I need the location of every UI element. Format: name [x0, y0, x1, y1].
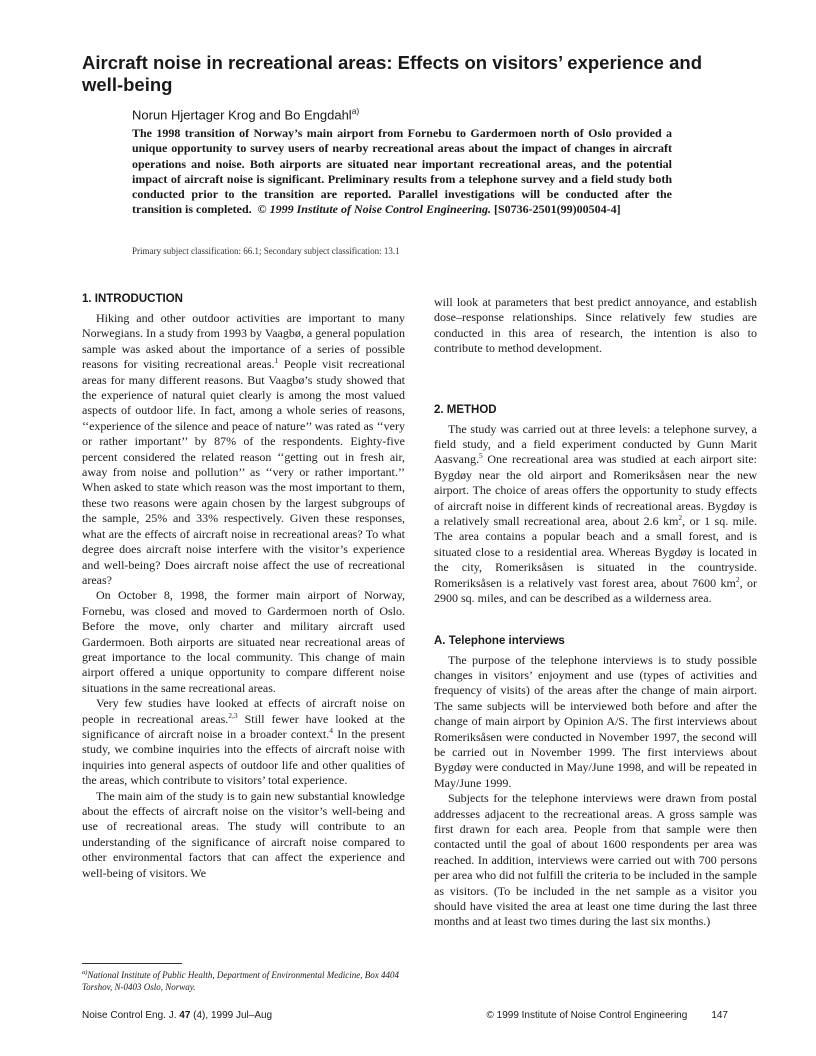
- page-footer: [82, 1010, 728, 1022]
- intro-paragraph-2: On October 8, 1998, the former main airport of Norway, Fornebu, was closed and moved to Gardermoen north of Oslo. Before the move, only charter and military aircraft used Gardermoen. Both airports are situated near recreational areas of great importance to the local community. This change of main airport offered a unique opportunity to compare different noise situations in the same recreational areas.: [82, 588, 405, 695]
- journal-volume: 47: [179, 1010, 191, 1021]
- footnote-mark: a): [82, 969, 88, 976]
- subject-classification: Primary subject classification: 66.1; Secondary subject classification: 13.1: [132, 246, 400, 256]
- intro-paragraph-1: [82, 311, 405, 588]
- journal-issue: (4), 1999 Jul–Aug: [190, 1010, 273, 1021]
- footnote-text: National Institute of Public Health, Department of Environmental Medicine, Box 4404 Torshov, N-0403 Oslo, Norway.: [82, 970, 400, 992]
- reference-mark[interactable]: 5: [479, 451, 483, 461]
- reference-mark[interactable]: 4: [329, 725, 333, 735]
- reference-mark[interactable]: 2,3: [228, 710, 238, 720]
- intro-paragraph-3: [82, 696, 405, 788]
- intro-paragraph-4: The main aim of the study is to gain new substantial knowledge about the effects of aircraft noise on the visitor’s well-being and use of recreational areas. The study will contribute to an understanding of the significance of aircraft noise compared to other environmental factors that can affect the experience and well-being of visitors. We: [82, 788, 405, 880]
- method-p1-text-b: One recreational area was studied at each airport site: Bygdøy near the old airport and Romeriksåsen near the new airport. The choice of areas offers the opportunity to study effects of aircraft noise in different kinds of recreational areas. Bygdøy is a relatively small recreational area, about 2.6 km: [434, 452, 757, 529]
- journal-citation: [82, 1010, 272, 1022]
- method-p1-text-c: , or 1 sq. mile. The area contains a popular beach and a small forest, and is situated close to a residential area. Whereas Bygdøy is located in the city, Romeriksåsen is situated in the countryside. Romeriksåsen is a relatively vast forest area, about 7600 km: [434, 514, 757, 590]
- footnote-divider: [82, 963, 182, 964]
- superscript: 2: [735, 574, 740, 584]
- abstract-copyright: © 1999 Institute of Noise Control Engineering.: [257, 202, 492, 217]
- method-paragraph-1: [434, 422, 757, 607]
- footer-right: [486, 1010, 728, 1022]
- intro-p3-text-c: In the present study, we combine inquiries into the effects of aircraft noise with inquiries into general aspects of outdoor life and other qualities of the areas, which contribute to visitors’ total experience.: [82, 726, 406, 788]
- telephone-paragraph-1: The purpose of the telephone interviews is to study possible changes in visitors’ enjoyment and use (types of activities and frequency of visits) of the areas after the change of main airport. The same subjects will be interviewed both before and after the change of main airport by Opinion A/S. The first interviews about Romeriksåsen were conducted in November 1997, the second will be carried out in November 1999. The first interviews about Bygdøy were conducted in May/June 1998, and will be repeated in May/June 1999.: [434, 652, 757, 790]
- footer-copyright: © 1999 Institute of Noise Control Engineering: [486, 1010, 688, 1021]
- reference-mark[interactable]: 1: [274, 356, 279, 366]
- authors: Norun Hjertager Krog and Bo Engdahl: [132, 107, 352, 123]
- author-line: [132, 104, 359, 122]
- intro-p3-text-a: Very few studies have looked at effects of aircraft noise on people in recreational areas.: [82, 696, 405, 726]
- subsection-heading-telephone-interviews: A. Telephone interviews: [434, 634, 565, 647]
- author-affiliation-mark: a): [351, 106, 360, 116]
- page-number: 147: [711, 1010, 728, 1021]
- intro-continuation: will look at parameters that best predict annoyance, and establish dose–response relationships. Since relatively few studies are conducted in this area of research, the intention is also to contribute to method development.: [434, 295, 757, 356]
- affiliation-footnote: [82, 967, 405, 993]
- journal-name: Noise Control Eng. J.: [82, 1010, 180, 1021]
- method-p1-text-d: , or 2900 sq. miles, and can be described as a wilderness area.: [434, 575, 758, 606]
- left-column: [82, 292, 405, 881]
- intro-p1-text-b: People visit recreational areas for many different reasons. But Vaagbø’s study showed that the experience of natural quiet clearly is among the most valued aspects of outdoor life. In fact, among a whole series of reasons, ‘‘experience of the silence and peace of nature’’ was rated as ‘‘very or rather important’’ by 87% of the respondents. Eighty-five percent considered the related reason ‘‘getting out in fresh air, away from noise and pollution’’ as ‘‘very or rather important.’’ When asked to state which reason was the most important to them, these two reasons were again chosen by the largest subgroups of the sample, 25% and 33% respectively. Given these responses, what are the effects of aircraft noise in recreational areas? To what degree does aircraft noise interfere with the visitor’s experience and well-being? Does aircraft noise affect the use of recreational areas?: [82, 357, 405, 587]
- paper-title: Aircraft noise in recreational areas: Effects on visitors’ experience and well-being: [82, 52, 702, 95]
- intro-p3-text-b: Still fewer have looked at the significance of aircraft noise in a broader context.: [82, 711, 406, 741]
- right-column: [434, 295, 757, 930]
- section-heading-method: 2. METHOD: [434, 403, 497, 416]
- intro-p1-text-a: Hiking and other outdoor activities are important to many Norwegians. In a study from 1993 by Vaagbø, a general population sample was asked about the importance of a series of possible reasons for visiting recreational areas.: [82, 311, 405, 372]
- abstract-text: The 1998 transition of Norway’s main airport from Fornebu to Gardermoen north of Oslo provided a unique opportunity to survey users of nearby recreational areas about the impact of changes in aircraft operations and noise. Both airports are situated near important recreational areas, and the potential impact of aircraft noise is significant. Preliminary results from a telephone survey and a field study both conducted prior to the transition are reported. Parallel investigations will be conducted after the transition is completed.: [132, 126, 672, 217]
- superscript: 2: [678, 513, 683, 523]
- section-heading-introduction: 1. INTRODUCTION: [82, 293, 183, 305]
- abstract: [132, 126, 672, 218]
- abstract-code: [S0736-2501(99)00504-4]: [494, 202, 621, 217]
- method-p1-text-a: The study was carried out at three levels: a telephone survey, a field study, and a field experiment conducted by Gunn Marit Aasvang.: [434, 421, 757, 467]
- telephone-paragraph-2: Subjects for the telephone interviews were drawn from postal addresses adjacent to the recreational areas. A gross sample was first drawn for each area. People from that sample were then contacted until the goal of about 1600 respondents per area was reached. In addition, interviews were carried out with 700 persons per area who did not fulfill the criteria to be included in the sample as visitors. (To be included in the net sample as a visitor you should have visited the area at least one time during the last three months and at least two times during the last six months.): [434, 791, 757, 929]
